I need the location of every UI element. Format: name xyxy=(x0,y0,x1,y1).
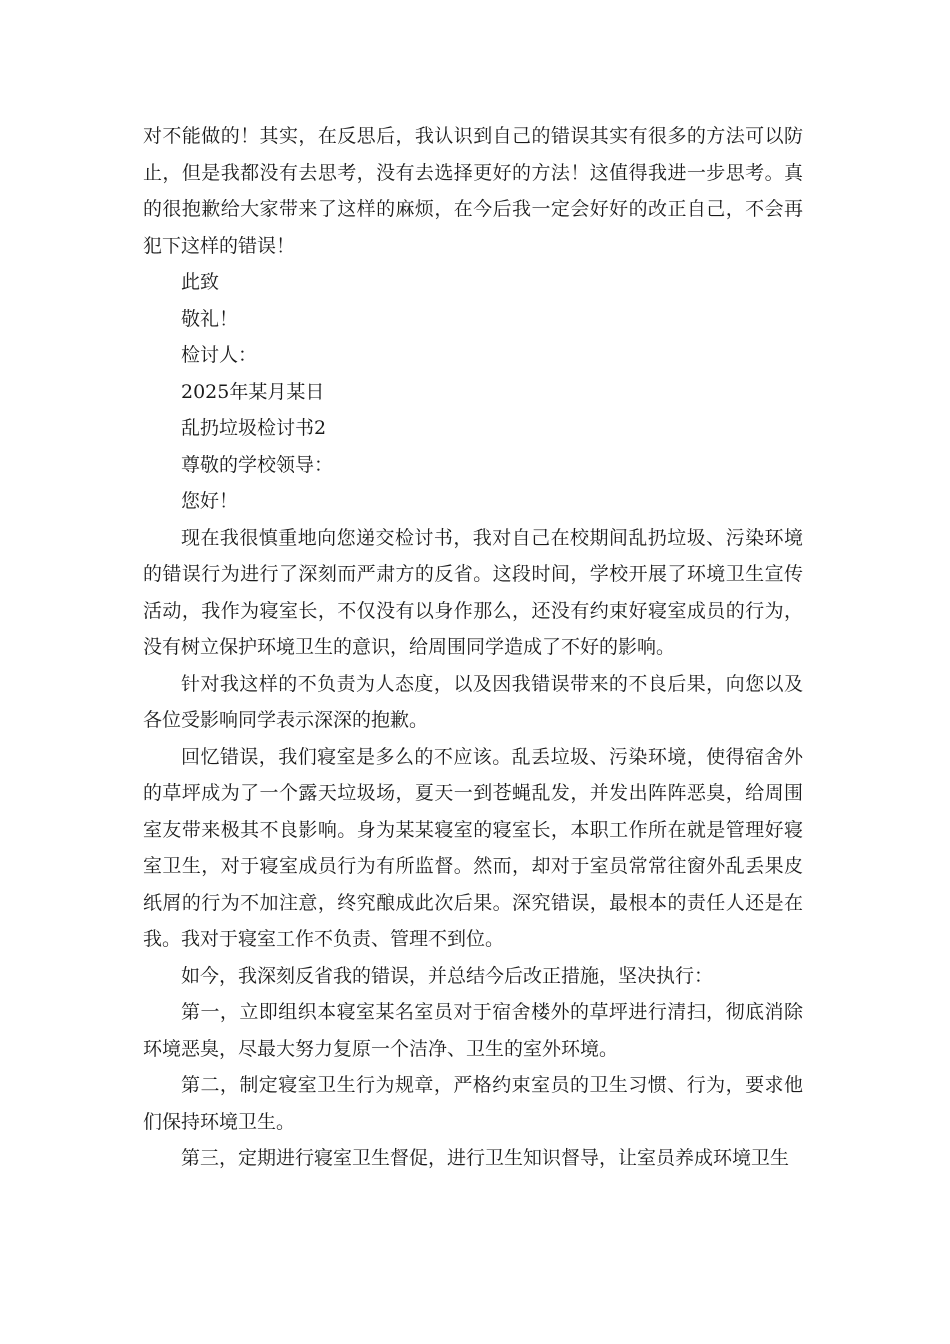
paragraph-recollection: 回忆错误，我们寝室是多么的不应该。乱丢垃圾、污染环境，使得宿舍外的草坪成为了一个露天垃圾场，夏天一到苍蝇乱发，并发出阵阵恶臭，给周围室友带来极其不良影响。身为某某寝室的寝室长，本职工作所在就是管理好寝室卫生，对于寝室成员行为有所监督。然而，却对于室员常常往窗外乱丢果皮纸屑的行为不加注意，终究酿成此次后果。深究错误，最根本的责任人还是在我。我对于寝室工作不负责、管理不到位。 xyxy=(143,745,803,950)
date-line: 2025年某月某日 xyxy=(181,380,325,403)
section-title: 乱扔垃圾检讨书2 xyxy=(181,417,327,439)
closing-regards: 敬礼！ xyxy=(181,307,239,330)
greeting: 您好！ xyxy=(181,490,239,512)
paragraph-measures-intro: 如今，我深刻反省我的错误，并总结今后改正措施，坚决执行： xyxy=(181,964,714,987)
paragraph-apology: 针对我这样的不负责为人态度，以及因我错误带来的不良后果，向您以及各位受影响同学表示深深的抱歉。 xyxy=(143,672,803,731)
paragraph-intro: 现在我很慎重地向您递交检讨书，我对自己在校期间乱扔垃圾、污染环境的错误行为进行了深刻而严肃方的反省。这段时间，学校开展了环境卫生宣传活动，我作为寝室长，不仅没有以身作那么，还没有约束好寝室成员的行为，没有树立保护环境卫生的意识，给周围同学造成了不好的影响。 xyxy=(143,526,803,658)
measure-third: 第三，定期进行寝室卫生督促，进行卫生知识督导，让室员养成环境卫生 xyxy=(181,1147,790,1169)
addressee: 尊敬的学校领导： xyxy=(181,453,334,476)
paragraph-continuation: 对不能做的！其实，在反思后，我认识到自己的错误其实有很多的方法可以防止，但是我都没有去思考，没有去选择更好的方法！这值得我进一步思考。真的很抱歉给大家带来了这样的麻烦，在今后我一定会好好的改正自己，不会再犯下这样的错误！ xyxy=(143,125,803,257)
signature-label: 检讨人： xyxy=(181,344,258,366)
measure-second: 第二，制定寝室卫生行为规章，严格约束室员的卫生习惯、行为，要求他们保持环境卫生。 xyxy=(143,1074,803,1133)
document-body xyxy=(143,118,803,1177)
measure-first: 第一，立即组织本寝室某名室员对于宿舍楼外的草坪进行清扫，彻底消除环境恶臭，尽最大努力复原一个洁净、卫生的室外环境。 xyxy=(143,1001,803,1060)
closing-salutation: 此致 xyxy=(181,271,220,293)
